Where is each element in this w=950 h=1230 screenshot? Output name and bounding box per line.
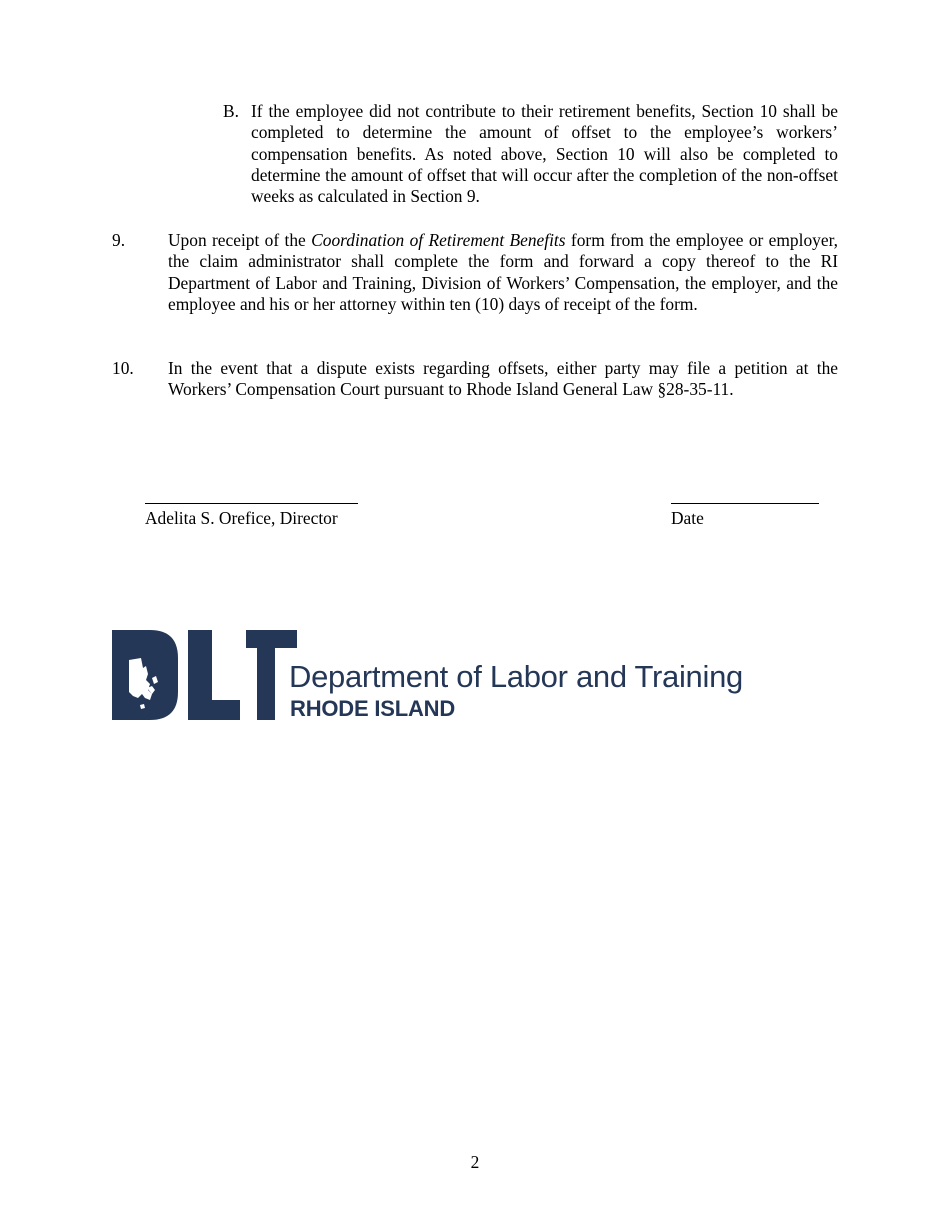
item-9-text [168, 230, 838, 315]
logo-department-name: Department of Labor and Training [289, 659, 743, 694]
director-signature-line [145, 503, 358, 504]
director-name-label: Adelita S. Orefice, Director [145, 508, 338, 528]
item-9-text-after: form from the employee or employer, the claim administrator shall complete the form and forward a copy thereof to the RI Department of Labor and Training, Division of Workers’ Compensation, the employer, and the employee and his or her attorney within ten (10) days of receipt of the form. [168, 230, 839, 314]
item-9-form-title: Coordination of Retirement Benefits [311, 230, 566, 250]
date-label: Date [671, 508, 704, 528]
date-signature-line [671, 503, 819, 504]
item-b-text: If the employee did not contribute to their retirement benefits, Section 10 shall be completed to determine the amount of offset to the employee’s workers’ compensation benefits. As noted above, Section 10 will also be completed to determine the amount of offset that will occur after the completion of the non-offset weeks as calculated in Section 9. [251, 101, 838, 207]
item-10-marker: 10. [112, 358, 134, 378]
item-b-marker: B. [223, 101, 239, 121]
item-10-text: In the event that a dispute exists regarding offsets, either party may file a petition at the Workers’ Compensation Court pursuant to Rhode Island General Law §28-35-11. [168, 358, 838, 400]
page-number: 2 [470, 1152, 480, 1172]
item-9-text-before: Upon receipt of the [168, 230, 312, 250]
logo-state-name: RHODE ISLAND [290, 696, 456, 721]
item-9-marker: 9. [112, 230, 126, 250]
logo-letter-l [188, 630, 240, 720]
